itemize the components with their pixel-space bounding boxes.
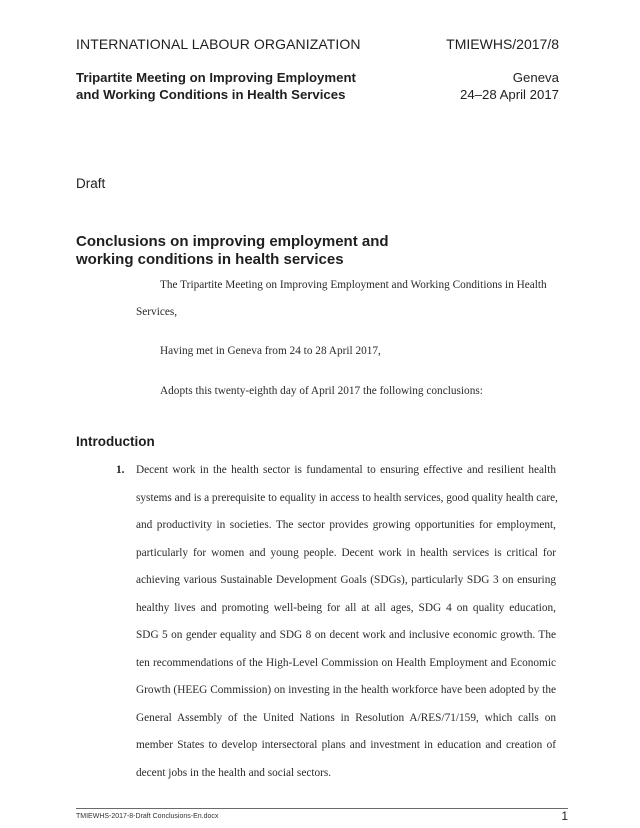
document-title-line-1: Conclusions on improving employment and xyxy=(76,233,389,250)
meeting-title xyxy=(76,69,356,103)
meeting-title-line-2: and Working Conditions in Health Services xyxy=(76,87,346,102)
paragraph-line: SDG 5 on gender equality and SDG 8 on decent work and inclusive economic growth. The xyxy=(136,629,556,641)
paragraph-number: 1. xyxy=(116,464,125,476)
paragraph-1 xyxy=(136,460,556,790)
organization-name: INTERNATIONAL LABOUR ORGANIZATION xyxy=(76,36,361,52)
draft-label: Draft xyxy=(76,176,106,191)
meeting-place-date xyxy=(460,69,559,103)
document-title-line-2: working conditions in health services xyxy=(76,251,344,268)
paragraph-line: particularly for women and young people. Decent work in health services is critical for xyxy=(136,546,556,559)
paragraph-line: General Assembly of the United Nations in Resolution A/RES/71/159, which calls on xyxy=(136,711,556,724)
page-number: 1 xyxy=(561,809,568,823)
paragraph-line: healthy lives and promoting well-being for all at all ages, SDG 4 on quality education, xyxy=(136,601,556,614)
footer-divider xyxy=(76,808,568,809)
paragraph-line: ten recommendations of the High-Level Commission on Health Employment and Economic xyxy=(136,656,556,669)
document-title xyxy=(76,233,389,269)
paragraph-line: Decent work in the health sector is fundamental to ensuring effective and resilient health xyxy=(136,464,556,476)
paragraph-line: Growth (HEEG Commission) on investing in the health workforce have been adopted by the xyxy=(136,684,556,696)
paragraph-line: systems and is a prerequisite to equality in access to health services, good quality health care, xyxy=(136,491,558,504)
paragraph-line: achieving various Sustainable Development Goals (SDGs), particularly SDG 3 on ensuring xyxy=(136,574,556,586)
preamble-line-2: Services, xyxy=(136,306,178,318)
paragraph-line: member States to develop intersectoral plans and investment in education and creation of xyxy=(136,739,556,751)
paragraph-line: decent jobs in the health and social sectors. xyxy=(136,766,332,779)
meeting-title-line-1: Tripartite Meeting on Improving Employment xyxy=(76,70,356,85)
preamble-having-met: Having met in Geneva from 24 to 28 April 2017, xyxy=(160,345,381,357)
section-heading-introduction: Introduction xyxy=(76,434,155,449)
preamble-adopts: Adopts this twenty-eighth day of April 2017 the following conclusions: xyxy=(160,385,483,397)
paragraph-line: and productivity in societies. The sector provides growing opportunities for employment, xyxy=(136,519,556,531)
meeting-dates: 24–28 April 2017 xyxy=(460,87,559,102)
meeting-place: Geneva xyxy=(512,70,559,85)
footer-filename: TMIEWHS-2017-8-Draft Conclusions-En.docx xyxy=(76,813,219,820)
preamble-line-1: The Tripartite Meeting on Improving Employment and Working Conditions in Health xyxy=(160,279,547,291)
document-reference: TMIEWHS/2017/8 xyxy=(446,36,559,52)
